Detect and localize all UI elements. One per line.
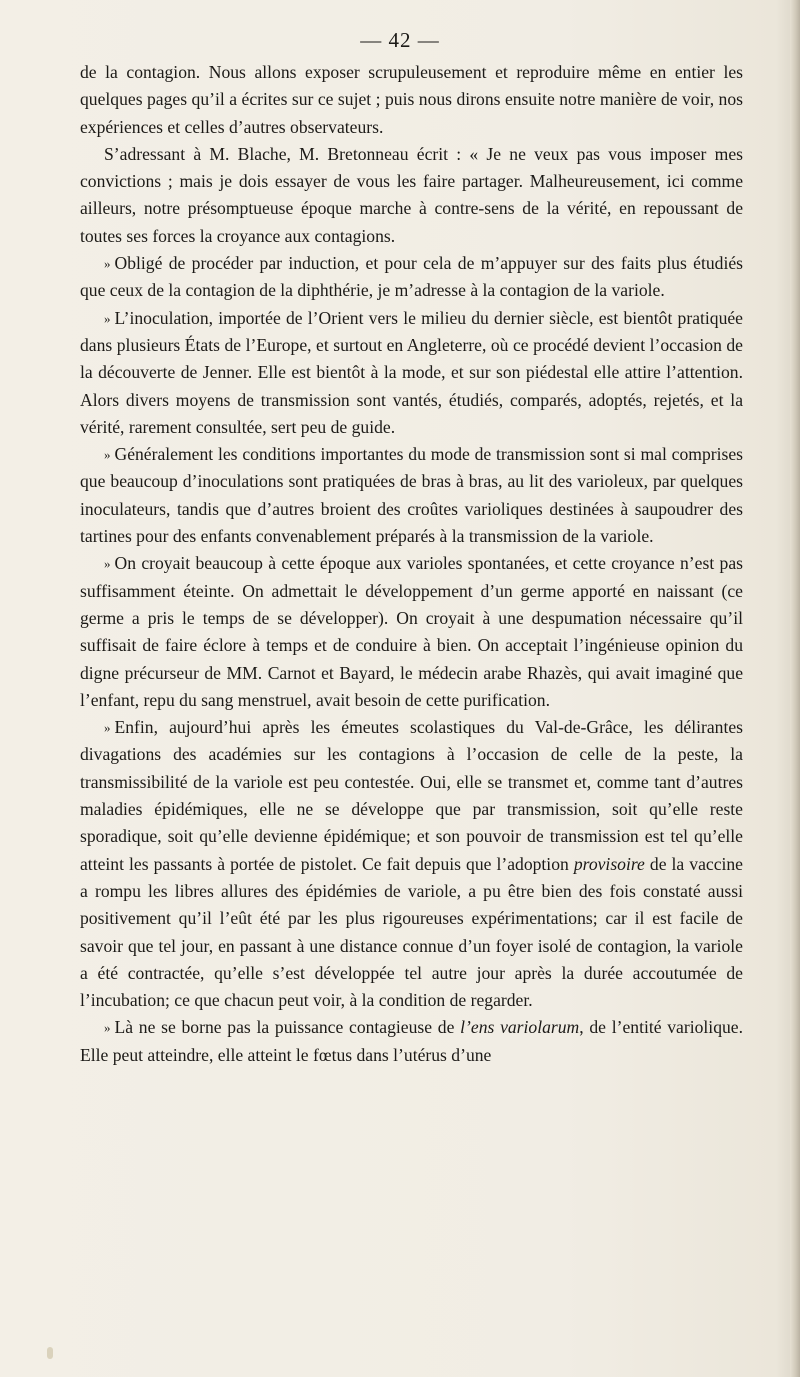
paragraph-text: de la vaccine a rompu les libres allures des épidémies de variole, a pu être bien des fois constaté aussi positivement qu’il l’eût été par les plus rigoureuses expérimentations; car il est facile de savoir que tel jour, en passant à une distance connue d’un foyer isolé de contagion, la variole a été contractée, qu’elle s’est développée tel autre jour après la durée accoutumée de l’incubation; ce que chacun peut voir, à la condition de regarder. <box>80 853 743 1011</box>
paragraph <box>80 305 743 441</box>
paragraph-text: L’inoculation, importée de l’Orient vers le milieu du dernier siècle, est bientôt pratiquée dans plusieurs États de l’Europe, et surtout en Angleterre, où ce procédé devient l’occasion de la découverte de Jenner. Elle est bientôt à la mode, et sur son piédestal elle attire l’attention. Alors divers moyens de transmission sont vantés, étudiés, comparés, adoptés, rejetés, et la vérité, rarement consultée, sert peu de guide. <box>80 307 743 437</box>
italic-term: provisoire <box>573 853 645 874</box>
paragraph-text: Généralement les conditions importantes du mode de transmission sont si mal comprises que beaucoup d’inoculations sont pratiquées de bras à bras, au lit des varioleux, par quelques inoculateurs, tandis que d’autres broient des croûtes varioliques destinées à saupoudrer des tartines pour des enfants convenablement préparés à la transmission de la variole. <box>80 444 743 547</box>
paragraph <box>80 550 743 714</box>
continuation-quote-mark: » <box>104 556 111 572</box>
continuation-quote-mark: » <box>104 256 111 272</box>
paragraph <box>80 250 743 305</box>
page-edge-shadow <box>790 0 800 1377</box>
paragraph <box>80 441 743 550</box>
paragraph <box>80 1014 743 1069</box>
continuation-quote-mark: » <box>104 447 111 463</box>
paragraph-text: Obligé de procéder par induction, et pour cela de m’appuyer sur des faits plus étudiés que ceux de la contagion de la diphthérie, je m’adresse à la contagion de la variole. <box>80 253 743 301</box>
paragraph-text: On croyait beaucoup à cette époque aux varioles spontanées, et cette croyance n’est pas suffisamment éteinte. On admettait le développement d’un germe apporté en naissant (ce germe a pris le temps de se développer). On croyait à une despumation nécessaire qu’il suffisait de faire éclore à temps et de conduire à bien. On acceptait l’ingénieuse opinion du digne précurseur de MM. Carnot et Bayard, le médecin arabe Rhazès, qui avait imaginé que l’enfant, repu du sang menstruel, avait besoin de cette purification. <box>80 553 743 710</box>
paragraph <box>80 141 743 250</box>
paragraph-text: , de l’entité variolique. Elle peut atteindre, elle atteint le fœtus dans l’utérus d’une <box>80 1017 743 1065</box>
body-text <box>80 59 743 1069</box>
paragraph-text: Là ne se borne pas la puissance contagieuse de <box>114 1017 461 1038</box>
paragraph-text: de la contagion. Nous allons exposer scrupuleusement et reproduire même en entier les quelques pages qu’il a écrites sur ce sujet ; puis nous dirons ensuite notre manière de voir, nos expériences et celles d’autres observateurs. <box>80 62 743 137</box>
continuation-quote-mark: » <box>104 1020 111 1036</box>
continuation-quote-mark: » <box>104 310 111 326</box>
paragraph-text: S’adressant à M. Blache, M. Bretonneau écrit : « Je ne veux pas vous imposer mes convictions ; mais je dois essayer de vous les faire partager. Malheureusement, ici comme ailleurs, notre présomptueuse époque marche à contre-sens de la vérité, en repoussant de toutes ses forces la croyance aux contagions. <box>80 143 743 246</box>
paragraph-text: Enfin, aujourd’hui après les émeutes scolastiques du Val-de-Grâce, les délirantes divagations des académies sur les contagions à l’occasion de celle de la peste, la transmissibilité de la variole est peu contestée. Oui, elle se transmet et, comme tant d’autres maladies épidémiques, elle ne se développe que par transmission, soit qu’elle reste sporadique, soit qu’elle devienne épidémique; et son pouvoir de transmission est tel qu’elle atteint les passants à portée de pistolet. Ce fait depuis que l’adoption <box>80 717 743 874</box>
ink-smudge <box>47 1347 53 1359</box>
page-number: — 42 — <box>360 28 440 52</box>
paragraph <box>80 714 743 1014</box>
paragraph <box>80 59 743 141</box>
continuation-quote-mark: » <box>104 720 111 736</box>
italic-term: l’ens variolarum <box>460 1017 580 1038</box>
